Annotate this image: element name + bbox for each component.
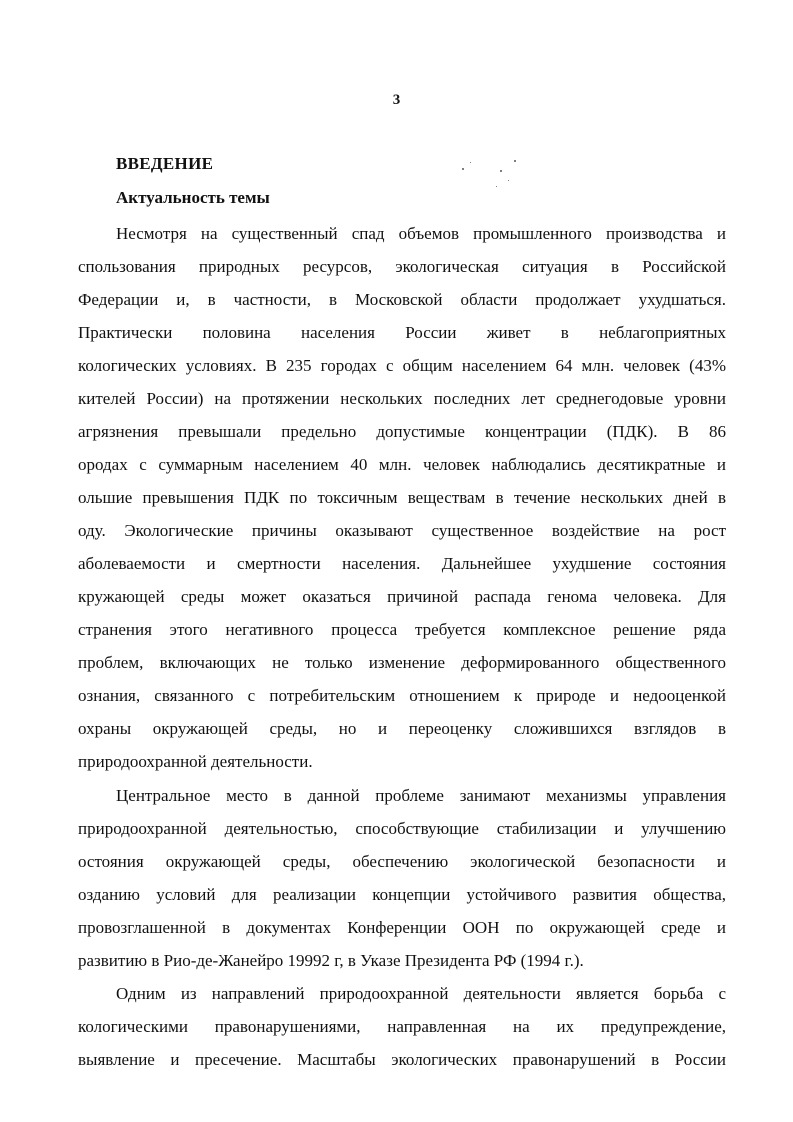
text-line: развитию в Рио-де-Жанейро 19992 г, в Указе Президента РФ (1994 г.).: [78, 951, 584, 970]
text-line: странения этого негативного процесса требуется комплексное решение ряда: [78, 620, 726, 639]
page-number: 3: [392, 92, 401, 108]
text-line: спользования природных ресурсов, экологическая ситуация в Российской: [78, 257, 726, 276]
text-line: кружающей среды может оказаться причиной распада генома человека. Для: [78, 587, 726, 606]
text-line: аболеваемости и смертности населения. Дальнейшее ухудшение состояния: [78, 554, 726, 573]
scan-speck: [470, 162, 471, 163]
text-line: природоохранной деятельности.: [78, 752, 313, 771]
text-line: кологических условиях. В 235 городах с общим населением 64 млн. человек (43%: [78, 356, 726, 375]
text-line: Несмотря на существенный спад объемов промышленного производства и: [116, 224, 726, 243]
text-line: ольшие превышения ПДК по токсичным веществам в течение нескольких дней в: [78, 488, 726, 507]
text-line: ородах с суммарным населением 40 млн. человек наблюдались десятикратные и: [78, 455, 726, 474]
section-heading: ВВЕДЕНИЕ: [116, 154, 214, 173]
scan-speck: [462, 168, 464, 170]
text-line: агрязнения превышали предельно допустимые концентрации (ПДК). В 86: [78, 422, 726, 441]
text-line: кителей России) на протяжении нескольких последних лет среднегодовые уровни: [78, 389, 726, 408]
text-line: кологическими правонарушениями, направленная на их предупреждение,: [78, 1017, 726, 1036]
text-line: охраны окружающей среды, но и переоценку сложившихся взглядов в: [78, 719, 726, 738]
text-line: озданию условий для реализации концепции устойчивого развития общества,: [78, 885, 726, 904]
text-line: оду. Экологические причины оказывают существенное воздействие на рост: [78, 521, 726, 540]
text-line: выявление и пресечение. Масштабы экологических правонарушений в России: [78, 1050, 726, 1069]
scan-speck: [508, 180, 509, 181]
text-line: природоохранной деятельностью, способствующие стабилизации и улучшению: [78, 819, 726, 838]
text-line: Одним из направлений природоохранной деятельности является борьба с: [116, 984, 726, 1003]
text-line: Практически половина населения России живет в неблагоприятных: [78, 323, 726, 342]
scan-speck: [514, 160, 516, 162]
text-line: ознания, связанного с потребительским отношением к природе и недооценкой: [78, 686, 726, 705]
text-line: проблем, включающих не только изменение деформированного общественного: [78, 653, 726, 672]
section-subheading: Актуальность темы: [116, 188, 270, 207]
text-line: Центральное место в данной проблеме занимают механизмы управления: [116, 786, 726, 805]
text-line: провозглашенной в документах Конференции ООН по окружающей среде и: [78, 918, 726, 937]
scan-speck: [496, 186, 497, 187]
text-line: остояния окружающей среды, обеспечению экологической безопасности и: [78, 852, 726, 871]
text-line: Федерации и, в частности, в Московской области продолжает ухудшаться.: [78, 290, 726, 309]
scan-speck: [500, 170, 502, 172]
